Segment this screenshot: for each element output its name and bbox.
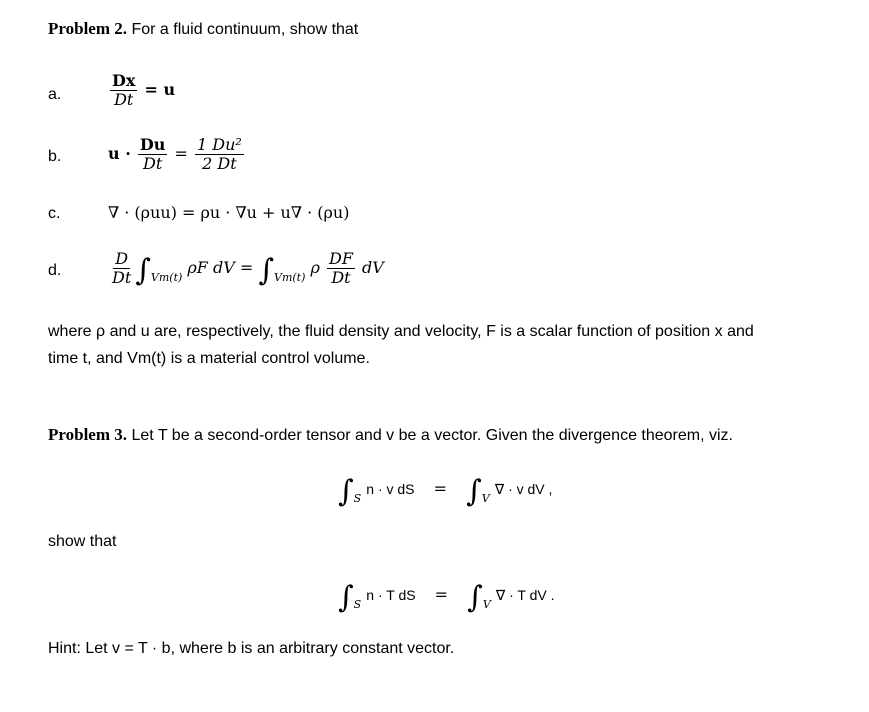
- eq1-left: n · v dS: [366, 481, 415, 497]
- eq-d-num1: D: [115, 249, 129, 268]
- eq-a-num: Dx: [112, 71, 136, 90]
- problem2-title: [48, 19, 358, 39]
- eq-d-den1: Dt: [112, 268, 132, 287]
- eq-d-sub1: Vm(t): [150, 271, 183, 284]
- show-that-text: show that: [48, 533, 117, 550]
- integral-sign-icon: ∫: [467, 580, 483, 615]
- integral-sign-icon: ∫: [466, 474, 482, 509]
- where-line-1: where ρ and u are, respectively, the fluid density and velocity, F is a scalar function of position x and: [48, 323, 754, 340]
- eq-d-sub2: Vm(t): [274, 271, 306, 284]
- eq-a-den: Dt: [114, 90, 134, 109]
- eq-a-rhs: = u: [144, 80, 176, 99]
- eq-b-num1: Du: [139, 135, 166, 154]
- problem3-title: [48, 425, 733, 445]
- eq-b-den1: Dt: [143, 154, 163, 173]
- eq-d-num2: DF: [329, 249, 353, 268]
- integral-sign-icon: ∫: [135, 253, 151, 288]
- item-b-label: b.: [48, 148, 62, 165]
- problem3-heading: Problem 3.: [48, 425, 128, 444]
- eq2-sub-left: S: [353, 598, 362, 611]
- eq-b-den2: 2 Dt: [202, 154, 237, 173]
- eq-d-integrand1: ρF dV: [187, 258, 235, 277]
- equation-a: [108, 72, 175, 109]
- equation-b: [108, 136, 246, 173]
- equation-d: [108, 250, 384, 287]
- equation-c: ∇ · (ρuu) = ρu · ∇u + u∇ · (ρu): [108, 203, 350, 222]
- tensor-divergence-equation: [338, 578, 555, 613]
- divergence-theorem-equation: [338, 472, 552, 507]
- eq1-eq: =: [433, 479, 448, 498]
- eq2-right: ∇ · T dV .: [495, 587, 555, 603]
- eq1-sub-right: V: [481, 492, 490, 505]
- where-line-2: time t, and Vm(t) is a material control volume.: [48, 350, 370, 367]
- eq-d-rho: ρ: [310, 258, 320, 277]
- item-d-label: d.: [48, 262, 62, 279]
- eq1-right: ∇ · v dV ,: [494, 481, 553, 497]
- integral-sign-icon: ∫: [338, 474, 354, 509]
- eq-b-num2: 1 Du²: [196, 135, 242, 154]
- eq2-left: n · T dS: [366, 587, 416, 603]
- eq1-sub-left: S: [353, 492, 362, 505]
- problem2-intro: For a fluid continuum, show that: [131, 21, 359, 38]
- integral-sign-icon: ∫: [258, 253, 275, 288]
- item-a-label: a.: [48, 86, 62, 103]
- eq2-sub-right: V: [482, 598, 491, 611]
- item-c-label: c.: [48, 205, 61, 222]
- eq2-eq: =: [434, 585, 449, 604]
- eq-b-lhs: u ·: [108, 144, 131, 163]
- eq-b-eq: =: [174, 144, 188, 163]
- eq-d-eq: =: [239, 258, 254, 277]
- where-paragraph: [48, 318, 754, 372]
- problem3-intro: Let T be a second-order tensor and v be a vector. Given the divergence theorem, viz.: [131, 427, 733, 444]
- problem2-heading: Problem 2.: [48, 19, 128, 38]
- hint-text: Hint: Let v = T · b, where b is an arbitrary constant vector.: [48, 640, 455, 657]
- integral-sign-icon: ∫: [338, 580, 354, 615]
- eq-d-dv: dV: [362, 258, 384, 277]
- eq-d-den2: Dt: [331, 268, 351, 287]
